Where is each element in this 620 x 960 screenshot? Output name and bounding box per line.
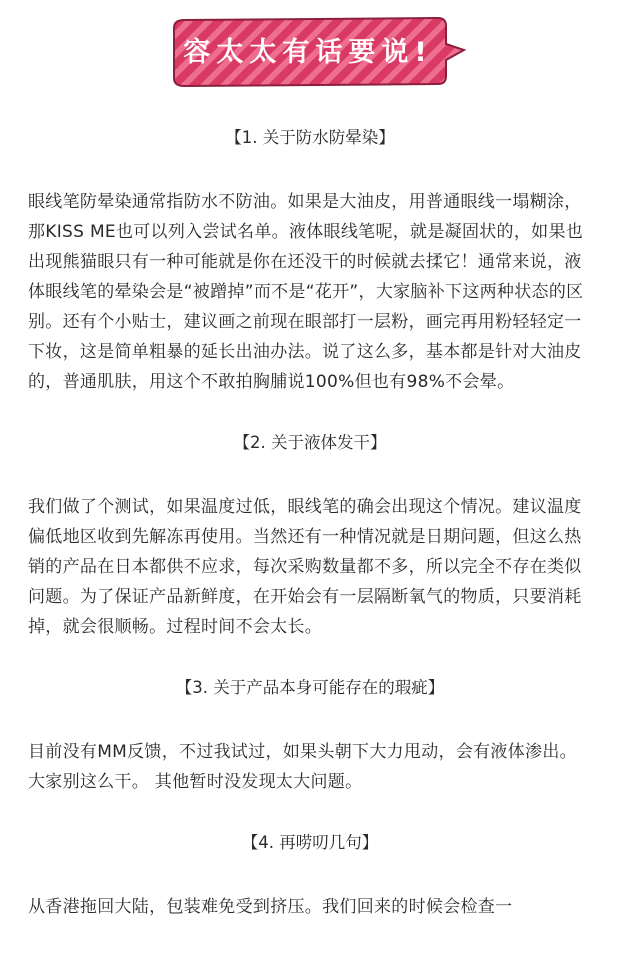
section-heading-3: 【3. 关于产品本身可能存在的瑕疵】 bbox=[175, 678, 445, 697]
section-heading-1: 【1. 关于防水防晕染】 bbox=[225, 128, 395, 147]
section-heading-4: 【4. 再唠叨几句】 bbox=[241, 833, 379, 852]
section-paragraph-3: 目前没有MM反馈，不过我试过，如果头朝下大力甩动，会有液体渗出。大家别这么干。 其他暂时没发现太大问题。 bbox=[28, 742, 577, 792]
section-heading-2: 【2. 关于液体发干】 bbox=[233, 433, 387, 452]
section-paragraph-4: 从香港拖回大陆，包装难免受到挤压。我们回来的时候会检查一 bbox=[28, 897, 513, 917]
section-paragraph-1: 眼线笔防晕染通常指防水不防油。如果是大油皮，用普通眼线一塌糊涂，那KISS ME也可以列入尝试名单。液体眼线笔呢，就是凝固状的，如果也出现熊猫眼只有一种可能就是你在还没干的时候就去揉它！通常来说，液体眼线笔的晕染会是“被蹭掉”而不是“花开”，大家脑补下这两种状态的区别。还有个小贴士，建议画之前现在眼部打一层粉，画完再用粉轻轻定一下妆，这是简单粗暴的延长出油办法。说了这么多，基本都是针对大油皮的，普通肌肤，用这个不敢拍胸脯说100%但也有98%不会晕。 bbox=[28, 192, 584, 392]
banner-title: 容太太有话要说! bbox=[183, 37, 433, 68]
speech-bubble-banner bbox=[170, 16, 466, 90]
section-paragraph-2: 我们做了个测试，如果温度过低，眼线笔的确会出现这个情况。建议温度偏低地区收到先解冻再使用。当然还有一种情况就是日期问题，但这么热销的产品在日本都供不应求，每次采购数量都不多，所以完全不存在类似问题。为了保证产品新鲜度，在开始会有一层隔断氧气的物质，只要消耗掉，就会很顺畅。过程时间不会太长。 bbox=[28, 497, 582, 637]
article-body bbox=[28, 124, 592, 954]
